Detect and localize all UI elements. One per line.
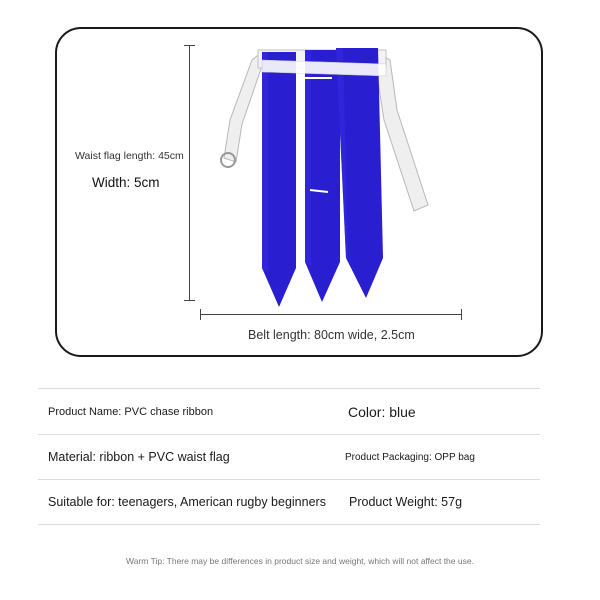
belt-strap-right: [376, 54, 428, 211]
suitable-for-text: Suitable for: teenagers, American rugby beginners: [48, 495, 326, 509]
waist-flag-length-label: Waist flag length: 45cm: [75, 150, 184, 162]
flag-length-dimension-line: [189, 45, 190, 300]
table-divider-top: [38, 388, 540, 389]
flag-belt-illustration: [200, 40, 440, 315]
material-text: Material: ribbon + PVC waist flag: [48, 450, 230, 464]
flag-width-label: Width: 5cm: [92, 175, 160, 190]
weight-text: Product Weight: 57g: [349, 495, 463, 509]
dimension-tick-bottom: [184, 300, 195, 301]
warm-tip-text: Warm Tip: There may be differences in product size and weight, which will not affect the use.: [126, 556, 474, 566]
product-name-text: Product Name: PVC chase ribbon: [48, 406, 214, 418]
belt-strap-left: [224, 52, 262, 162]
dimension-tick-top: [184, 45, 195, 46]
table-divider: [38, 434, 540, 435]
packaging-text: Product Packaging: OPP bag: [345, 452, 475, 463]
table-divider: [38, 479, 540, 480]
belt-length-label: Belt length: 80cm wide, 2.5cm: [248, 328, 415, 342]
dimension-tick-right: [461, 309, 462, 320]
table-divider-bottom: [38, 524, 540, 525]
color-text: Color: blue: [348, 404, 416, 420]
